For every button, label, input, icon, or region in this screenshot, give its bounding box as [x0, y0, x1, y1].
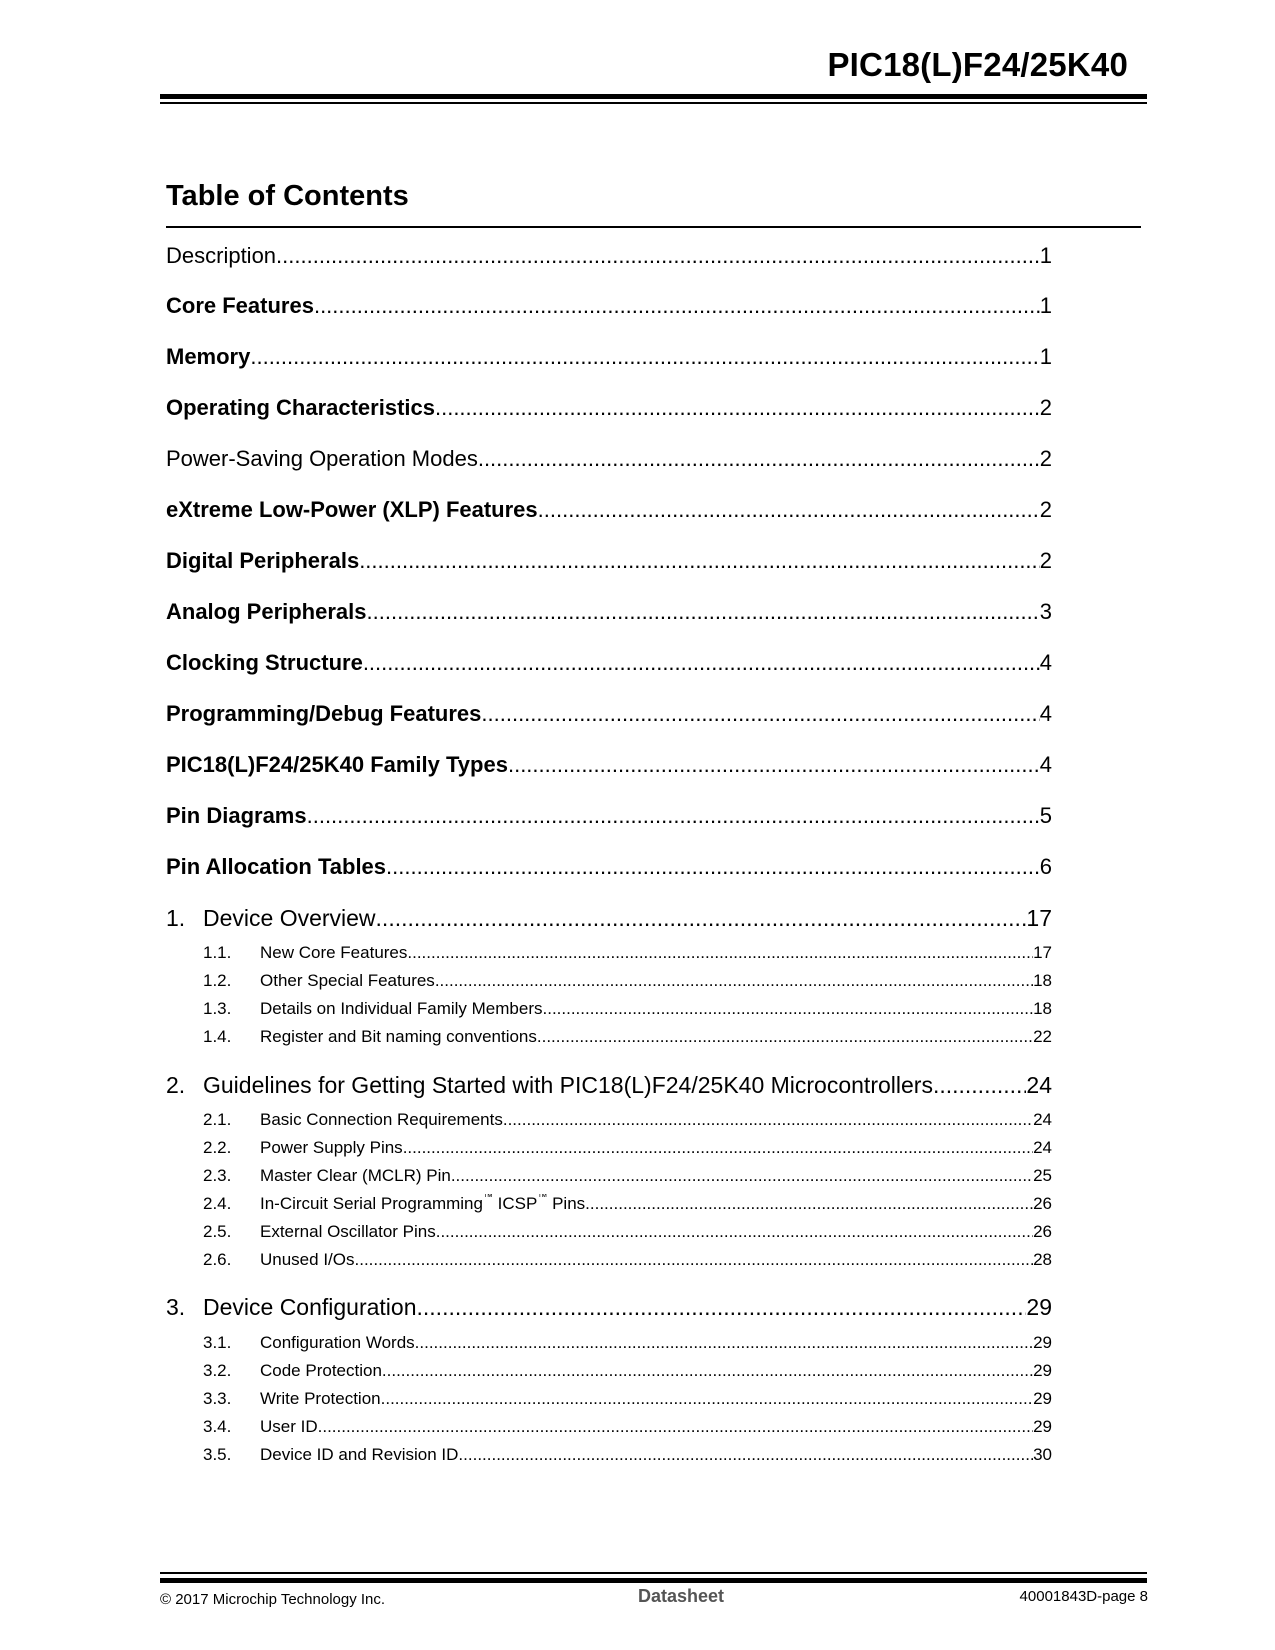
toc-section-page: 28 [1033, 1250, 1052, 1269]
toc-entry-label: Description [166, 243, 277, 268]
toc-entry-page: 4 [1039, 752, 1052, 777]
header-rule-thick [160, 94, 1147, 99]
toc-entry[interactable] [166, 446, 1052, 472]
toc-entry[interactable] [166, 701, 1052, 727]
toc-section[interactable] [203, 1389, 1052, 1409]
document-title: PIC18(L)F24/25K40 [827, 46, 1128, 83]
toc-entry-page: 1 [1039, 243, 1052, 268]
toc-heading-rule [166, 226, 1141, 228]
toc-section-title: Register and Bit naming conventions [260, 1027, 537, 1046]
toc-section-number: 1.2. [203, 971, 232, 990]
toc-entry-page: 2 [1039, 395, 1052, 420]
toc-section[interactable] [203, 1250, 1052, 1270]
toc-entry-page: 2 [1039, 446, 1052, 471]
toc-section-title: Power Supply Pins [260, 1138, 403, 1157]
trademark-symbol: ™ [482, 1194, 493, 1203]
footer-doc-type: Datasheet [638, 1586, 725, 1606]
toc-entry-label: eXtreme Low-Power (XLP) Features [166, 497, 538, 522]
toc-section-title: Other Special Features [260, 971, 435, 990]
toc-section-number: 2.3. [203, 1166, 232, 1185]
toc-chapter-page: 17 [1026, 905, 1052, 931]
toc-entry-label: Clocking Structure [166, 650, 363, 675]
toc-section[interactable] [203, 1110, 1052, 1130]
toc-section-title: Configuration Words [260, 1333, 415, 1352]
toc-entry-page: 1 [1039, 344, 1052, 369]
toc-entry-label: Programming/Debug Features [166, 701, 482, 726]
toc-entry-label: Operating Characteristics [166, 395, 435, 420]
toc-entry-page: 1 [1039, 293, 1052, 318]
toc-section-page: 30 [1033, 1445, 1052, 1464]
header-rule-thin [160, 102, 1147, 104]
toc-entry-page: 5 [1039, 803, 1052, 828]
toc-chapter-title: Device Configuration [203, 1294, 417, 1320]
toc-chapter-number: 3. [166, 1294, 186, 1320]
toc-section-title: Basic Connection Requirements [260, 1110, 503, 1129]
footer-rule-thick [160, 1578, 1147, 1583]
toc-section-number: 3.1. [203, 1333, 232, 1352]
toc-section-page: 26 [1033, 1222, 1052, 1241]
toc-entry-label: Core Features [166, 293, 314, 318]
toc-entry-page: 2 [1039, 548, 1052, 573]
toc-section-number: 3.4. [203, 1417, 232, 1436]
toc-section-page: 17 [1033, 943, 1052, 962]
toc-section-page: 25 [1033, 1166, 1052, 1185]
toc-chapter-title: Device Overview [203, 905, 376, 931]
toc-entry[interactable] [166, 548, 1052, 574]
toc-section-page: 24 [1033, 1110, 1052, 1129]
toc-chapter-title: Guidelines for Getting Started with PIC18(L)F24/25K40 Microcontrollers [203, 1072, 933, 1098]
toc-section[interactable] [203, 1222, 1052, 1242]
toc-section-page: 18 [1033, 999, 1052, 1018]
toc-chapter-page: 24 [1026, 1072, 1052, 1098]
toc-entry[interactable] [166, 803, 1052, 829]
toc-entry[interactable] [166, 395, 1052, 421]
toc-section-number: 1.4. [203, 1027, 232, 1046]
toc-entry[interactable] [166, 650, 1052, 676]
toc-section-page: 29 [1033, 1333, 1052, 1352]
toc-entry-page: 3 [1039, 599, 1052, 624]
toc-entry[interactable] [166, 854, 1052, 880]
toc-entry-page: 6 [1039, 854, 1052, 879]
toc-chapter[interactable] [166, 905, 1052, 932]
toc-section[interactable] [203, 999, 1052, 1019]
footer-rule-thin [160, 1572, 1147, 1574]
toc-section-title: Code Protection [260, 1361, 382, 1380]
toc-entry-page: 4 [1039, 701, 1052, 726]
toc-section-title: Write Protection [260, 1389, 381, 1408]
toc-section[interactable] [203, 1333, 1052, 1353]
toc-section-number: 3.5. [203, 1445, 232, 1464]
toc-entry[interactable] [166, 599, 1052, 625]
toc-section-title: User ID [260, 1417, 318, 1436]
toc-heading: Table of Contents [166, 180, 409, 212]
toc-section-number: 3.2. [203, 1361, 232, 1380]
toc-entry[interactable] [166, 243, 1052, 269]
toc-section-page: 26 [1033, 1194, 1052, 1213]
toc-section-page: 29 [1033, 1389, 1052, 1408]
toc-section-title: In-Circuit Serial Programming™ ICSP™ Pins [260, 1194, 586, 1213]
toc-section-number: 2.2. [203, 1138, 232, 1157]
toc-section-page: 18 [1033, 971, 1052, 990]
toc-entry[interactable] [166, 497, 1052, 523]
toc-entry[interactable] [166, 344, 1052, 370]
toc-chapter[interactable] [166, 1072, 1052, 1099]
toc-section[interactable] [203, 943, 1052, 963]
toc-section-number: 3.3. [203, 1389, 232, 1408]
toc-section-number: 2.6. [203, 1250, 232, 1269]
toc-chapter-number: 2. [166, 1072, 186, 1098]
toc-chapter-page: 29 [1026, 1294, 1052, 1320]
toc-chapter-number: 1. [166, 905, 186, 931]
toc-section[interactable] [203, 1138, 1052, 1158]
toc-chapter[interactable] [166, 1294, 1052, 1321]
trademark-symbol: ™ [537, 1194, 548, 1203]
toc-section-number: 1.3. [203, 999, 232, 1018]
toc-section-title: Unused I/Os [260, 1250, 355, 1269]
toc-section[interactable] [203, 1445, 1052, 1465]
toc-section[interactable] [203, 1194, 1052, 1214]
footer-page-number: 40001843D-page 8 [1019, 1588, 1148, 1605]
toc-section-title: External Oscillator Pins [260, 1222, 436, 1241]
toc-section-number: 1.1. [203, 943, 232, 962]
toc-section-number: 2.5. [203, 1222, 232, 1241]
toc-section-title: Details on Individual Family Members [260, 999, 543, 1018]
toc-entry-page: 2 [1039, 497, 1052, 522]
toc-section-page: 22 [1033, 1027, 1052, 1046]
toc-section-page: 29 [1033, 1417, 1052, 1436]
footer-copyright: © 2017 Microchip Technology Inc. [160, 1591, 386, 1608]
toc-section[interactable] [203, 1027, 1052, 1047]
toc-entry-label: Digital Peripherals [166, 548, 360, 573]
toc-entry[interactable] [166, 293, 1052, 319]
toc-section[interactable] [203, 1417, 1052, 1437]
mclr-signal: MCLR [367, 1166, 416, 1185]
toc-section-number: 2.4. [203, 1194, 232, 1213]
toc-section-title: Device ID and Revision ID [260, 1445, 459, 1464]
toc-section[interactable] [203, 1166, 1052, 1186]
toc-section-page: 29 [1033, 1361, 1052, 1380]
toc-entry-label: Pin Allocation Tables [166, 854, 387, 879]
toc-section[interactable] [203, 971, 1052, 991]
toc-entry-label: Analog Peripherals [166, 599, 367, 624]
toc-entry-label: Pin Diagrams [166, 803, 307, 828]
toc-section-title: New Core Features [260, 943, 408, 962]
toc-entry-page: 4 [1039, 650, 1052, 675]
toc-section-number: 2.1. [203, 1110, 232, 1129]
toc-entry[interactable] [166, 752, 1052, 778]
toc-section-title: Master Clear (MCLR) Pin [260, 1166, 451, 1185]
toc-entry-label: Power-Saving Operation Modes [166, 446, 478, 471]
toc-entry-label: Memory [166, 344, 251, 369]
toc-section[interactable] [203, 1361, 1052, 1381]
toc-section-page: 24 [1033, 1138, 1052, 1157]
toc-entry-label: PIC18(L)F24/25K40 Family Types [166, 752, 508, 777]
